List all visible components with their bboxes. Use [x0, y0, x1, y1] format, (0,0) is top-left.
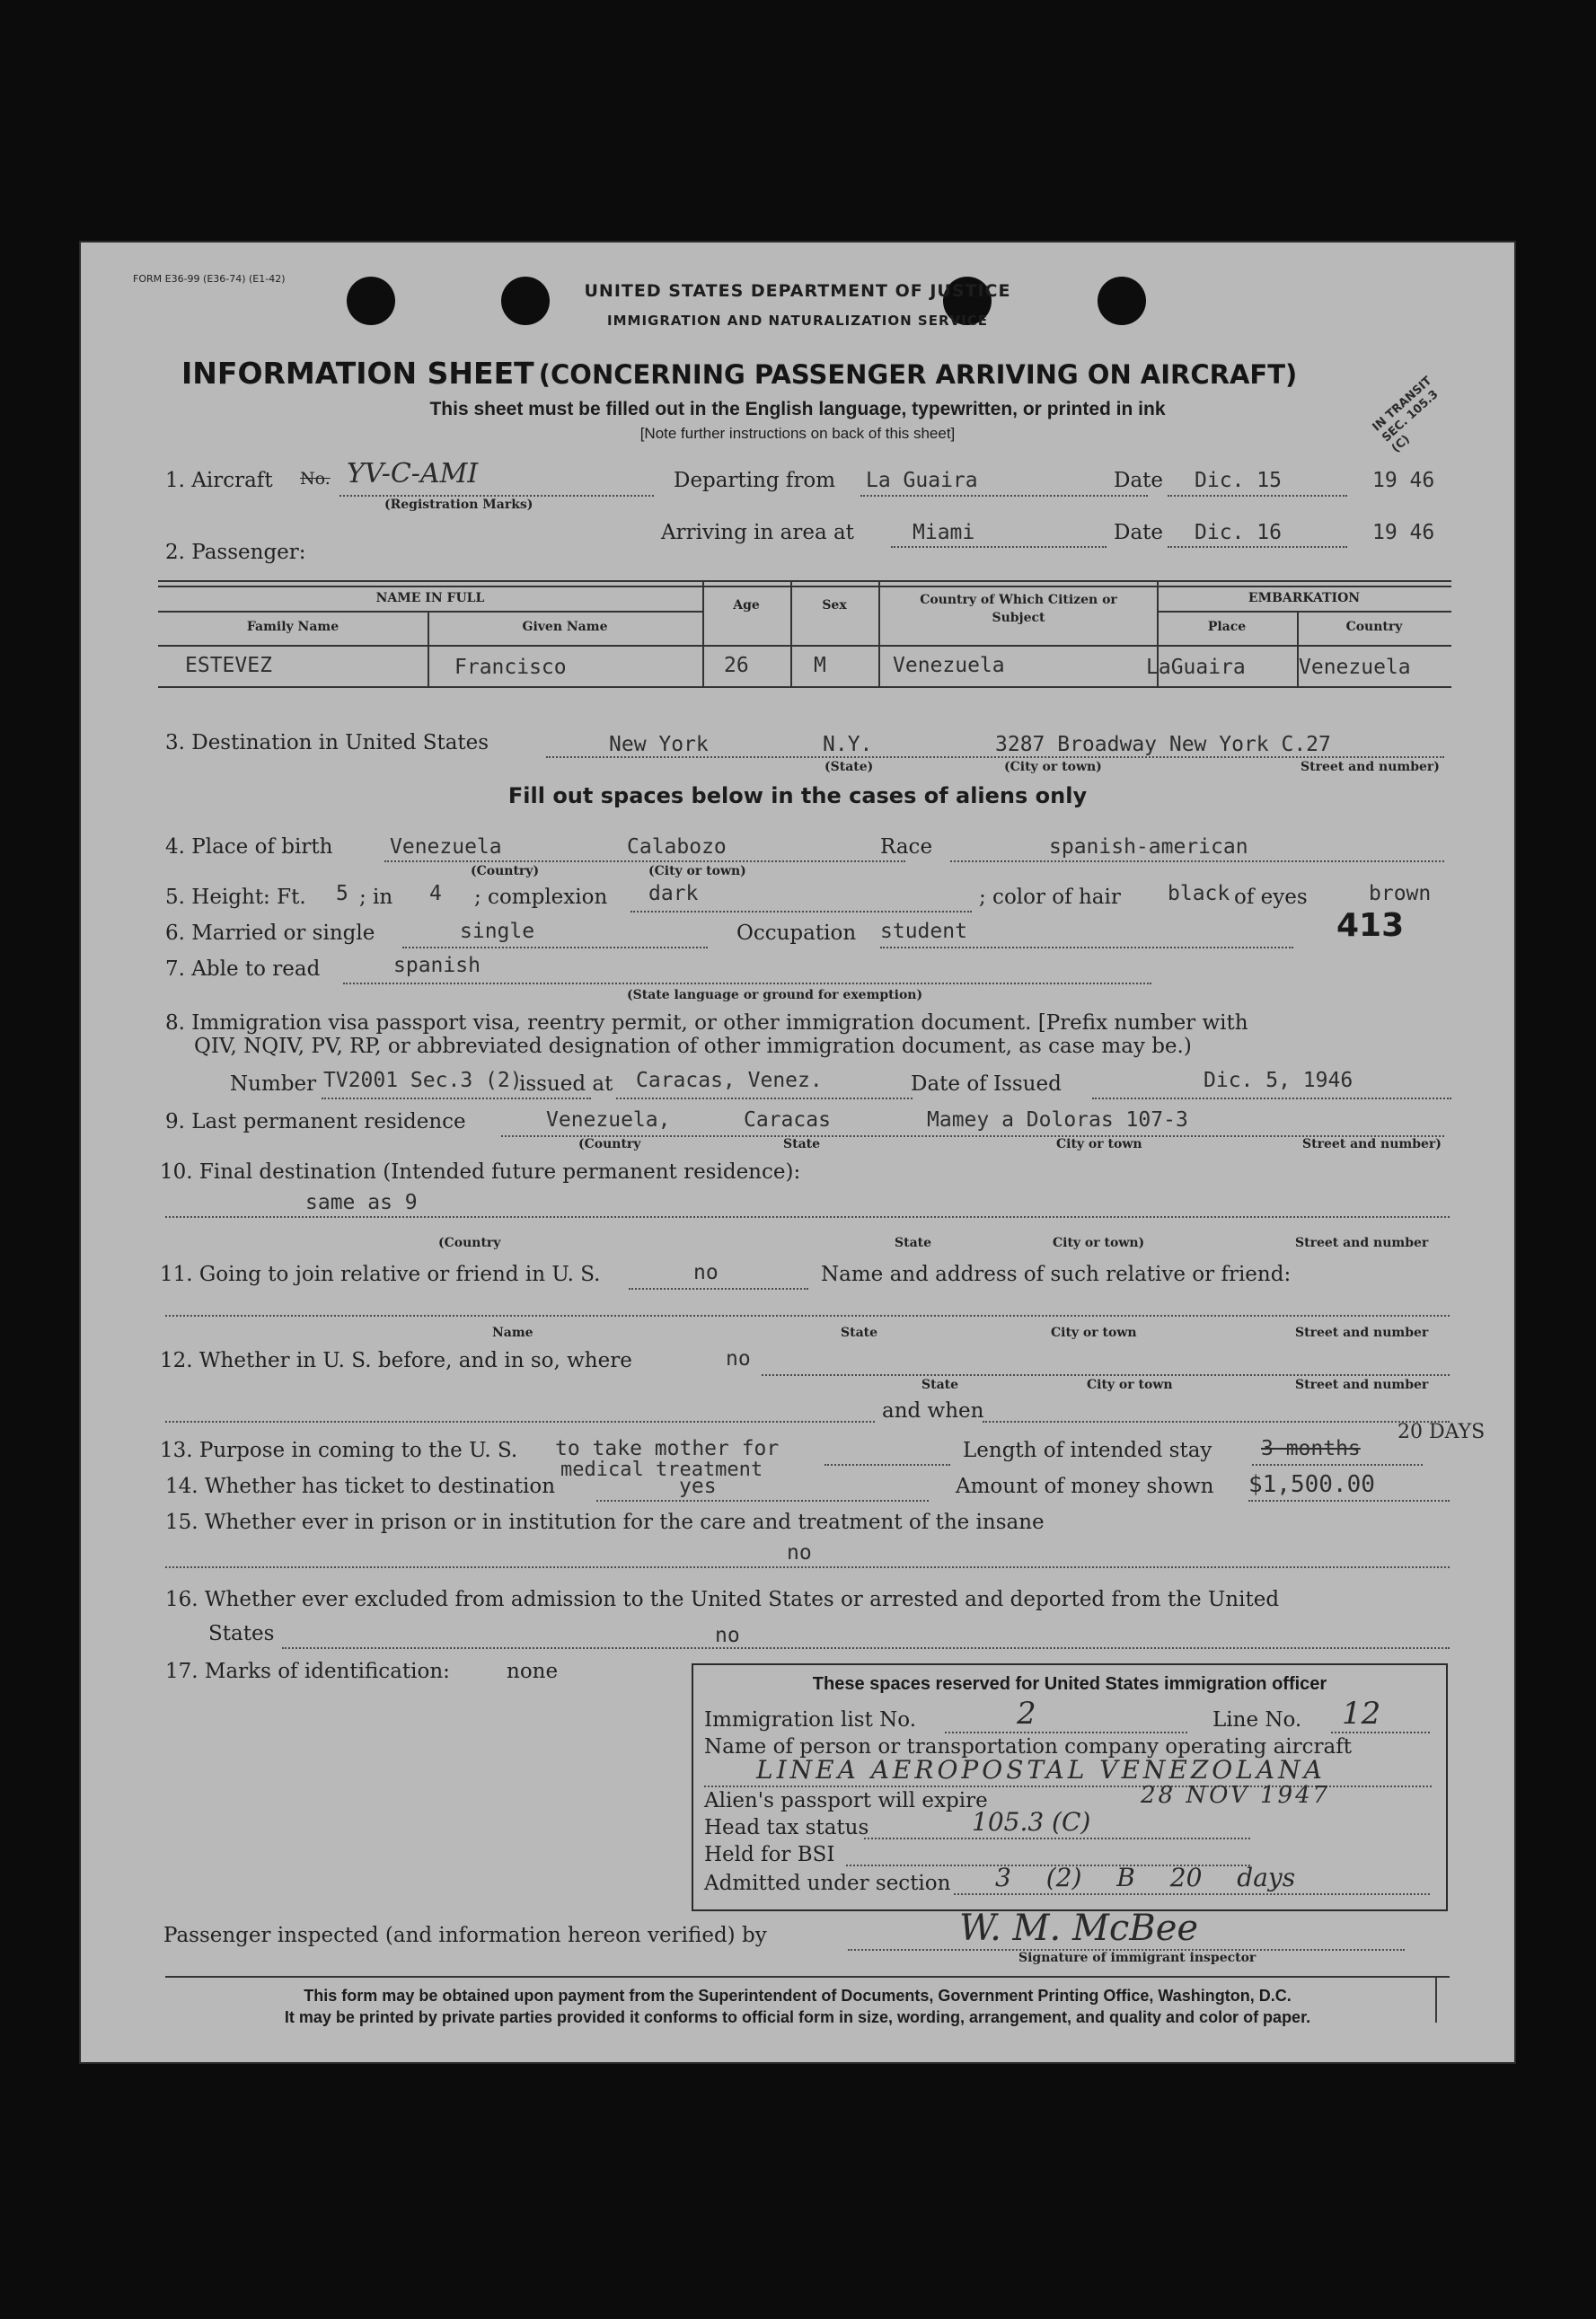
- and-when-label: and when: [882, 1399, 984, 1423]
- residence-state-label: State: [783, 1137, 821, 1151]
- height-label: 5. Height: Ft.: [165, 886, 306, 909]
- inspector-signature: W. M. McBee: [959, 1908, 1199, 1949]
- destination-street-label: Street and number): [1301, 760, 1440, 774]
- visa-line2: QIV, NQIV, PV, RP, or abbreviated designation of other immigration document, as case may be.): [194, 1035, 1192, 1058]
- residence-label: 9. Last permanent residence: [165, 1110, 466, 1133]
- race-value: spanish-american: [1049, 835, 1248, 859]
- date-label: Date: [1114, 521, 1164, 544]
- complexion-label: ; complexion: [474, 886, 608, 909]
- list-value: 2: [1017, 1696, 1036, 1732]
- final-value: same as 9: [305, 1191, 418, 1214]
- depart-date: Dic. 15: [1195, 469, 1282, 492]
- family-name-header: Family Name: [246, 620, 339, 634]
- join-label: 11. Going to join relative or friend in U. S.: [160, 1263, 601, 1286]
- form-number: FORM E36-99 (E36-74) (E1-42): [133, 273, 286, 285]
- date-label: Date: [1114, 469, 1164, 492]
- race-label: Race: [880, 835, 933, 859]
- emb-country-header: Country: [1345, 620, 1403, 634]
- sex-header: Sex: [822, 598, 847, 613]
- line-value: 12: [1342, 1696, 1381, 1732]
- form-title: INFORMATION SHEET (CONCERNING PASSENGER ARRIVING ON AIRCRAFT): [181, 356, 1298, 391]
- passport-label: Alien's passport will expire: [704, 1789, 988, 1812]
- birth-city: Calabozo: [627, 835, 727, 859]
- final-city-label: City or town): [1053, 1236, 1145, 1250]
- occupation-label: Occupation: [736, 921, 857, 945]
- arrive-date: Dic. 16: [1195, 521, 1282, 544]
- occupation-value: student: [880, 920, 967, 943]
- marks-value: none: [507, 1660, 559, 1683]
- stamp-number: 413: [1336, 907, 1405, 944]
- list-label: Immigration list No.: [704, 1708, 917, 1732]
- residence-state: Caracas: [744, 1108, 831, 1132]
- married-label: 6. Married or single: [165, 921, 375, 945]
- destination-label: 3. Destination in United States: [165, 731, 489, 754]
- transit-stamp: IN TRANSIT SEC. 105.3 (C): [1370, 374, 1442, 456]
- embarkation-header: EMBARKATION: [1248, 591, 1361, 605]
- officer-box-title: These spaces reserved for United States immigration officer: [812, 1674, 1327, 1694]
- complexion-value: dark: [648, 882, 699, 905]
- purpose-label: 13. Purpose in coming to the U. S.: [160, 1439, 518, 1462]
- residence-country: Venezuela,: [546, 1108, 671, 1132]
- sex-value: M: [814, 654, 826, 677]
- height-ft: 5: [336, 882, 348, 905]
- name-in-full-header: NAME IN FULL: [375, 591, 485, 605]
- passenger-label: 2. Passenger:: [165, 541, 306, 564]
- destination-city: N.Y.: [823, 733, 873, 756]
- height-in: 4: [429, 882, 442, 905]
- instruction-line: This sheet must be filled out in the English language, typewritten, or printed in ink: [429, 399, 1166, 419]
- place-header: Place: [1207, 620, 1247, 634]
- before-value: no: [726, 1347, 751, 1371]
- aliens-heading: Fill out spaces below in the cases of aliens only: [507, 783, 1088, 808]
- visa-date: Dic. 5, 1946: [1204, 1069, 1354, 1092]
- money-value: $1,500.00: [1248, 1471, 1375, 1498]
- given-name-header: Given Name: [522, 620, 608, 634]
- visa-date-label: Date of Issued: [911, 1072, 1062, 1096]
- join-sub-state: State: [841, 1326, 878, 1340]
- excluded-value: no: [715, 1624, 740, 1647]
- join-value: no: [693, 1261, 719, 1284]
- emb-place-value: LaGuaira: [1146, 656, 1246, 679]
- join-sub-street: Street and number: [1295, 1326, 1429, 1340]
- section-value: 3 (2) B 20 days: [995, 1863, 1296, 1892]
- birth-country-label: (Country): [471, 864, 540, 878]
- information-sheet: [79, 241, 1516, 2064]
- arrive-year: 19 46: [1372, 521, 1435, 544]
- citizen-header: Country of Which Citizen or Subject: [920, 593, 1117, 625]
- eyes-value: brown: [1369, 882, 1432, 905]
- departing-value: La Guaira: [866, 469, 978, 492]
- tax-value: 105.3 (C): [972, 1807, 1091, 1837]
- marks-label: 17. Marks of identification:: [165, 1660, 450, 1683]
- birth-city-label: (City or town): [648, 864, 746, 878]
- section-label: Admitted under section: [704, 1872, 951, 1895]
- age-header: Age: [733, 598, 760, 613]
- ticket-label: 14. Whether has ticket to destination: [165, 1475, 556, 1498]
- arriving-value: Miami: [913, 521, 975, 544]
- ticket-value: yes: [679, 1475, 717, 1498]
- aircraft-no-label: No.: [300, 469, 331, 489]
- money-label: Amount of money shown: [956, 1475, 1214, 1498]
- given-name-value: Francisco: [454, 656, 567, 679]
- department-name: UNITED STATES DEPARTMENT OF JUSTICE: [584, 281, 1011, 301]
- family-name-value: ESTEVEZ: [185, 654, 272, 677]
- destination-state: New York: [609, 733, 709, 756]
- final-country-label: (Country: [438, 1236, 501, 1250]
- registration-label: (Registration Marks): [384, 498, 533, 512]
- join-sub-city: City or town: [1051, 1326, 1137, 1340]
- instruction-note: [Note further instructions on back of this sheet]: [639, 425, 956, 442]
- immigration-officer-box: [692, 1663, 1448, 1911]
- age-value: 26: [724, 654, 749, 677]
- read-label: 7. Able to read: [165, 957, 321, 981]
- visa-number: TV2001 Sec.3 (2): [323, 1069, 523, 1092]
- purpose-value-2: medical treatment: [560, 1459, 763, 1481]
- bsi-label: Held for BSI: [704, 1843, 835, 1866]
- emb-country-value: Venezuela: [1299, 656, 1411, 679]
- line-label: Line No.: [1212, 1708, 1302, 1732]
- footer-line-2: It may be printed by private parties provided it conforms to official form in size, wording, arrangement, and quality and color of paper.: [284, 2008, 1311, 2026]
- passenger-table: [158, 580, 1451, 688]
- citizen-value: Venezuela: [893, 654, 1005, 677]
- aircraft-value: YV-C-AMI: [347, 458, 479, 489]
- before-label: 12. Whether in U. S. before, and in so, where: [160, 1349, 632, 1372]
- height-in-label: ; in: [359, 886, 393, 909]
- departing-label: Departing from: [674, 469, 836, 492]
- issued-label: issued at: [519, 1072, 613, 1096]
- residence-city-label: City or town: [1056, 1137, 1142, 1151]
- prison-value: no: [787, 1541, 812, 1565]
- destination-street: 3287 Broadway New York C.27: [995, 733, 1331, 756]
- hair-label: ; color of hair: [979, 886, 1121, 909]
- aircraft-label: 1. Aircraft: [165, 469, 273, 492]
- residence-street-label: Street and number): [1302, 1137, 1442, 1151]
- join-name-label: Name and address of such relative or friend:: [821, 1263, 1292, 1286]
- destination-state-label: (State): [824, 760, 874, 774]
- read-value: spanish: [393, 954, 481, 977]
- hair-value: black: [1168, 882, 1230, 905]
- purpose-value: to take mother for: [555, 1437, 780, 1460]
- join-sub-name: Name: [492, 1326, 533, 1340]
- depart-year: 19 46: [1372, 469, 1435, 492]
- inspected-label: Passenger inspected (and information hereon verified) by: [163, 1924, 767, 1947]
- stay-correction: 20 DAYS: [1398, 1421, 1486, 1443]
- visa-line1: 8. Immigration visa passport visa, reentry permit, or other immigration document. [Prefix number with: [165, 1011, 1248, 1035]
- eyes-label: of eyes: [1234, 886, 1308, 909]
- visa-number-label: Number: [230, 1072, 317, 1096]
- excluded-label-2: States: [208, 1622, 275, 1645]
- passport-value: 28 NOV 1947: [1141, 1782, 1331, 1809]
- before-street-label: Street and number: [1295, 1378, 1429, 1392]
- final-street-label: Street and number: [1295, 1236, 1429, 1250]
- birth-label: 4. Place of birth: [165, 835, 333, 859]
- residence-street: Mamey a Doloras 107-3: [927, 1108, 1188, 1132]
- service-name: IMMIGRATION AND NATURALIZATION SERVICE: [607, 313, 988, 329]
- arriving-label: Arriving in area at: [661, 521, 854, 544]
- issued-at: Caracas, Venez.: [636, 1069, 823, 1092]
- read-note: (State language or ground for exemption): [627, 988, 923, 1002]
- final-label: 10. Final destination (Intended future permanent residence):: [160, 1160, 801, 1184]
- final-state-label: State: [895, 1236, 932, 1250]
- footer-line-1: This form may be obtained upon payment from the Superintendent of Documents, Government Printing Office, Washington, D.C.: [304, 1987, 1292, 2005]
- residence-country-label: (Country: [578, 1137, 641, 1151]
- excluded-label: 16. Whether ever excluded from admission to the United States or arrested and deported from the United: [165, 1588, 1280, 1611]
- prison-label: 15. Whether ever in prison or in institution for the care and treatment of the insane: [165, 1511, 1045, 1534]
- before-city-label: City or town: [1087, 1378, 1173, 1392]
- company-label: Name of person or transportation company operating aircraft: [704, 1735, 1352, 1759]
- signature-label: Signature of immigrant inspector: [1018, 1951, 1257, 1965]
- married-value: single: [460, 920, 535, 943]
- birth-country: Venezuela: [390, 835, 502, 859]
- tax-label: Head tax status: [704, 1816, 869, 1839]
- stay-value: 3 months: [1261, 1437, 1361, 1460]
- stay-label: Length of intended stay: [963, 1439, 1212, 1462]
- destination-city-label: (City or town): [1004, 760, 1102, 774]
- company-value: LINEA AEROPOSTAL VENEZOLANA: [756, 1755, 1326, 1785]
- before-state-label: State: [921, 1378, 959, 1392]
